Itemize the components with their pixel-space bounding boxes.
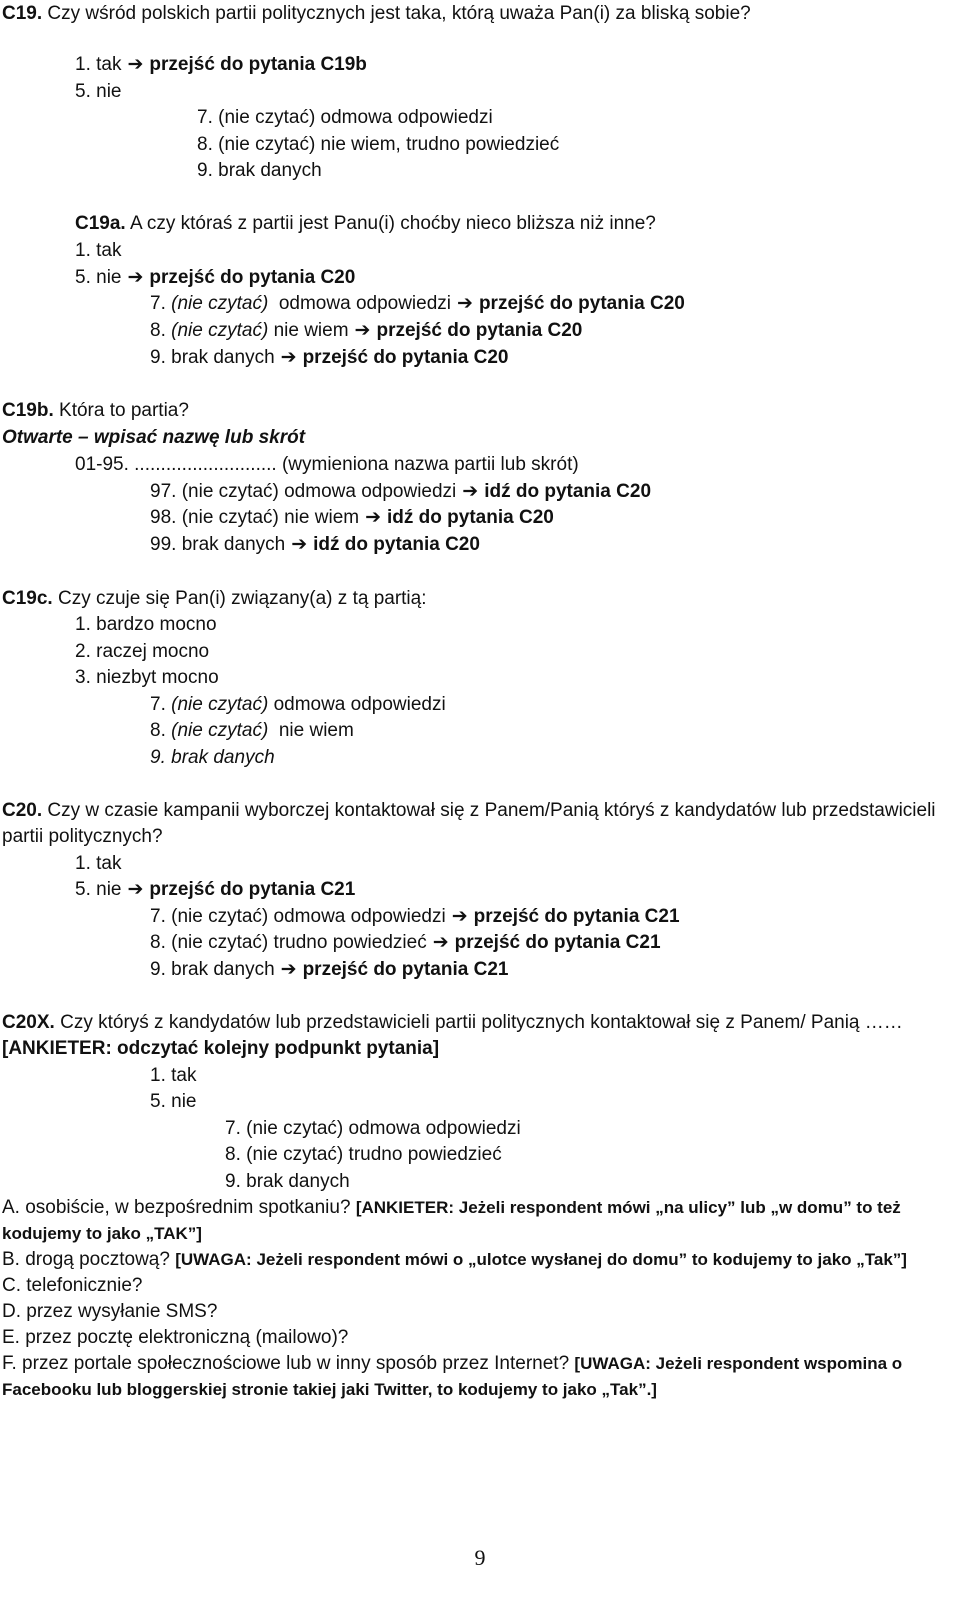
question-text: A czy któraś z partii jest Panu(i) choćby nieco bliższa niż inne? xyxy=(129,213,656,234)
question-text: Czy w czasie kampanii wyborczej kontaktował się z Panem/Panią któryś z kandydatów lub przedstawicieli xyxy=(47,800,936,821)
answer-option: 99. brak danych ➔ idź do pytania C20 xyxy=(150,534,480,555)
answer-option: 9. brak danych ➔ przejść do pytania C21 xyxy=(150,959,509,980)
interviewer-note: [UWAGA: Jeżeli respondent mówi o „ulotce wysłanej do domu” to kodujemy to jako „Tak”] xyxy=(175,1250,907,1269)
question-number: C19. xyxy=(2,3,43,24)
answer-option: 1. tak ➔ przejść do pytania C19b xyxy=(75,54,367,75)
answer-option: 9. brak danych ➔ przejść do pytania C20 xyxy=(150,347,509,368)
question-c19a xyxy=(75,213,656,235)
interviewer-note: kodujemy to jako „TAK”] xyxy=(2,1224,202,1243)
question-c20x xyxy=(2,1012,903,1034)
arrow-icon: ➔ xyxy=(365,507,382,528)
arrow-icon: ➔ xyxy=(462,481,479,502)
subitem-d: D. przez wysyłanie SMS? xyxy=(2,1301,218,1322)
answer-option: 2. raczej mocno xyxy=(75,641,210,662)
interviewer-note: [UWAGA: Jeżeli respondent wspomina o xyxy=(574,1354,903,1373)
question-number: C20X. xyxy=(2,1012,55,1033)
subitem-a: A. osobiście, w bezpośrednim spotkaniu? [ANKIETER: Jeżeli respondent mówi „na ulicy” lub „w domu” to też xyxy=(2,1197,901,1218)
answer-option: 9. brak danych xyxy=(225,1171,350,1192)
skip-instruction: idź do pytania C20 xyxy=(484,481,652,502)
answer-option: 7. (nie czytać) odmowa odpowiedzi xyxy=(225,1118,521,1139)
answer-option: 5. nie xyxy=(75,81,122,102)
skip-instruction: przejść do pytania C19b xyxy=(149,54,367,75)
answer-option: 8. (nie czytać) nie wiem ➔ przejść do pytania C20 xyxy=(150,320,583,341)
answer-option: 5. nie ➔ przejść do pytania C21 xyxy=(75,879,356,900)
question-text-continued: partii politycznych? xyxy=(2,826,163,847)
interviewer-instruction: [ANKIETER: odczytać kolejny podpunkt pytania] xyxy=(2,1038,440,1059)
question-text: Czy wśród polskich partii politycznych jest taka, którą uważa Pan(i) za bliską sobie? xyxy=(47,3,751,24)
answer-option: 97. (nie czytać) odmowa odpowiedzi ➔ idź do pytania C20 xyxy=(150,481,652,502)
question-number: C19c. xyxy=(2,588,53,609)
skip-instruction: idź do pytania C20 xyxy=(313,534,480,555)
answer-option: 01-95. ........................... (wymieniona nazwa partii lub skrót) xyxy=(75,454,579,475)
skip-instruction: przejść do pytania C21 xyxy=(454,932,661,953)
interviewer-note: Facebooku lub bloggerskiej stronie takiej jaki Twitter, to kodujemy to jako „Tak”.] xyxy=(2,1380,657,1399)
question-c19b xyxy=(2,400,189,422)
answer-option: 9. brak danych xyxy=(150,747,275,768)
arrow-icon: ➔ xyxy=(457,293,473,314)
skip-instruction: idź do pytania C20 xyxy=(387,507,554,528)
arrow-icon: ➔ xyxy=(127,54,144,75)
question-number: C19b. xyxy=(2,400,54,421)
answer-option: 7. (nie czytać) odmowa odpowiedzi ➔ przejść do pytania C20 xyxy=(150,293,685,314)
skip-instruction: przejść do pytania C20 xyxy=(478,293,685,314)
subitem-e: E. przez pocztę elektroniczną (mailowo)? xyxy=(2,1327,349,1348)
answer-option: 5. nie xyxy=(150,1091,197,1112)
answer-option: 8. (nie czytać) trudno powiedzieć xyxy=(225,1144,502,1165)
arrow-icon: ➔ xyxy=(280,347,297,368)
answer-option: 5. nie ➔ przejść do pytania C20 xyxy=(75,267,356,288)
open-question-label: Otwarte – wpisać nazwę lub skrót xyxy=(2,427,306,448)
answer-option: 1. bardzo mocno xyxy=(75,614,217,635)
answer-option: 3. niezbyt mocno xyxy=(75,667,219,688)
question-c19 xyxy=(2,3,751,25)
arrow-icon: ➔ xyxy=(354,320,371,341)
arrow-icon: ➔ xyxy=(432,932,449,953)
answer-option: 8. (nie czytać) nie wiem xyxy=(150,720,354,741)
subitem-b: B. drogą pocztową? [UWAGA: Jeżeli respondent mówi o „ulotce wysłanej do domu” to kodujemy to jako „Tak”] xyxy=(2,1249,907,1270)
answer-option: 98. (nie czytać) nie wiem ➔ idź do pytania C20 xyxy=(150,507,554,528)
skip-instruction: przejść do pytania C20 xyxy=(376,320,583,341)
question-number: C20. xyxy=(2,800,43,821)
page-number: 9 xyxy=(474,1545,486,1570)
answer-option: 1. tak xyxy=(75,853,122,874)
answer-option: 7. (nie czytać) odmowa odpowiedzi xyxy=(197,107,493,128)
interviewer-note: [ANKIETER: Jeżeli respondent mówi „na ulicy” lub „w domu” to też xyxy=(355,1198,901,1217)
question-text: Czy czuje się Pan(i) związany(a) z tą partią: xyxy=(57,588,427,609)
skip-instruction: przejść do pytania C21 xyxy=(473,906,680,927)
answer-option: 8. (nie czytać) trudno powiedzieć ➔ przejść do pytania C21 xyxy=(150,932,661,953)
arrow-icon: ➔ xyxy=(291,534,308,555)
answer-option: 1. tak xyxy=(150,1065,197,1086)
skip-instruction: przejść do pytania C20 xyxy=(302,347,509,368)
subitem-c: C. telefonicznie? xyxy=(2,1275,143,1296)
answer-option: 8. (nie czytać) nie wiem, trudno powiedzieć xyxy=(197,134,560,155)
skip-instruction: przejść do pytania C21 xyxy=(149,879,356,900)
arrow-icon: ➔ xyxy=(280,959,297,980)
question-number: C19a. xyxy=(75,213,126,234)
answer-option: 9. brak danych xyxy=(197,160,322,181)
question-c20 xyxy=(2,800,936,822)
arrow-icon: ➔ xyxy=(127,267,144,288)
subitem-f: F. przez portale społecznościowe lub w inny sposób przez Internet? [UWAGA: Jeżeli respondent wspomina o xyxy=(2,1353,903,1374)
answer-option: 7. (nie czytać) odmowa odpowiedzi xyxy=(150,694,446,715)
arrow-icon: ➔ xyxy=(451,906,468,927)
question-text: Która to partia? xyxy=(59,400,189,421)
question-c19c xyxy=(2,588,427,610)
arrow-icon: ➔ xyxy=(127,879,144,900)
answer-option: 7. (nie czytać) odmowa odpowiedzi ➔ przejść do pytania C21 xyxy=(150,906,680,927)
answer-option: 1. tak xyxy=(75,240,122,261)
question-text: Czy któryś z kandydatów lub przedstawicieli partii politycznych kontaktował się z Panem/ Panią …… xyxy=(60,1012,903,1033)
skip-instruction: przejść do pytania C21 xyxy=(302,959,509,980)
skip-instruction: przejść do pytania C20 xyxy=(149,267,356,288)
